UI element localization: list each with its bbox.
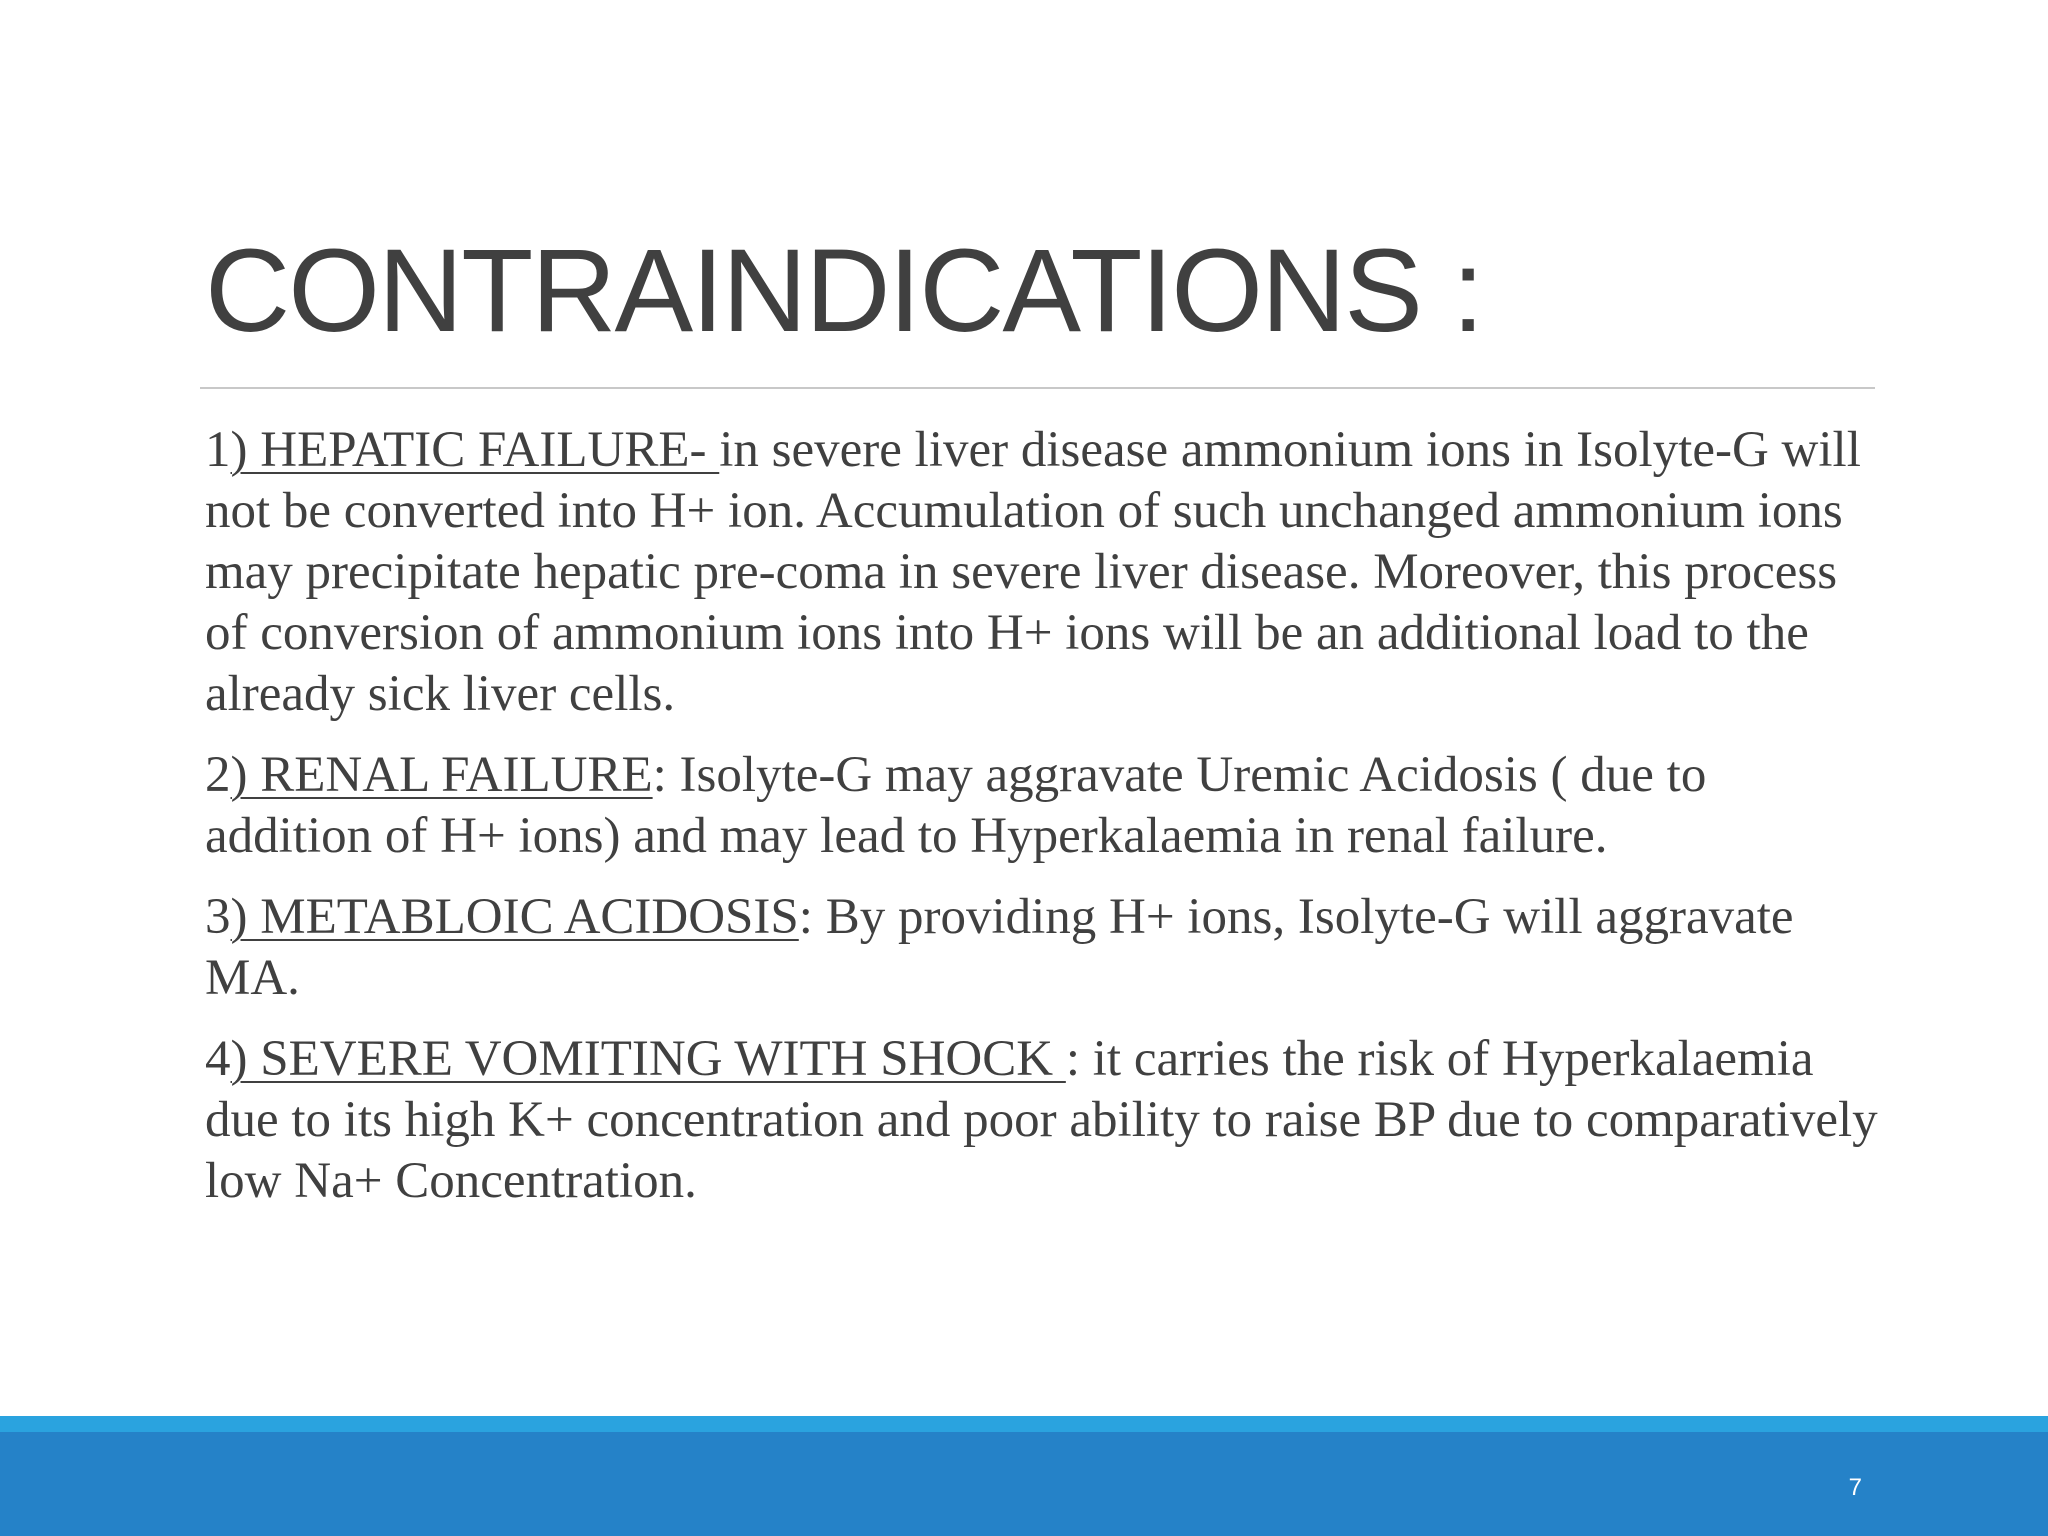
item-text: : By providing H+ ions, Isolyte-G will aggravate MA. bbox=[205, 889, 1794, 1006]
item-number: 2 bbox=[205, 747, 231, 803]
page-number: 7 bbox=[1848, 1474, 1862, 1501]
item-heading: ) METABLOIC ACIDOSIS bbox=[230, 889, 799, 945]
item-text: : Isolyte-G may aggravate Uremic Acidosis ( due to addition of H+ ions) and may lead to Hyperkalaemia in renal failure. bbox=[205, 747, 1707, 864]
title-divider bbox=[200, 387, 1875, 389]
item-heading: ) SEVERE VOMITING WITH SHOCK bbox=[230, 1031, 1066, 1087]
contraindication-item-renal-failure bbox=[205, 745, 1885, 867]
item-text: in severe liver disease ammonium ions in Isolyte-G will not be converted into H+ ion. Accumulation of such unchanged ammonium ions may precipitate hepatic pre-coma in severe liver disease. Moreover, this process of conversion of ammonium ions into H+ ions will be an additional load to the already sick liver cells. bbox=[205, 422, 1861, 722]
contraindication-item-severe-vomiting bbox=[205, 1029, 1885, 1212]
footer-band bbox=[0, 1432, 2048, 1536]
contraindication-item-metabolic-acidosis bbox=[205, 887, 1885, 1009]
footer-band-accent bbox=[0, 1416, 2048, 1432]
slide-title: CONTRAINDICATIONS : bbox=[205, 225, 1483, 357]
item-number: 1 bbox=[205, 422, 231, 478]
item-number: 4 bbox=[205, 1031, 231, 1087]
item-heading: ) HEPATIC FAILURE- bbox=[230, 422, 720, 478]
item-number: 3 bbox=[205, 889, 231, 945]
contraindication-item-hepatic-failure bbox=[205, 420, 1885, 725]
item-heading: ) RENAL FAILURE bbox=[230, 747, 653, 803]
slide-body bbox=[205, 420, 1885, 1232]
item-text: : it carries the risk of Hyperkalaemia due to its high K+ concentration and poor ability to raise BP due to comparatively low Na+ Concentration. bbox=[205, 1031, 1878, 1209]
